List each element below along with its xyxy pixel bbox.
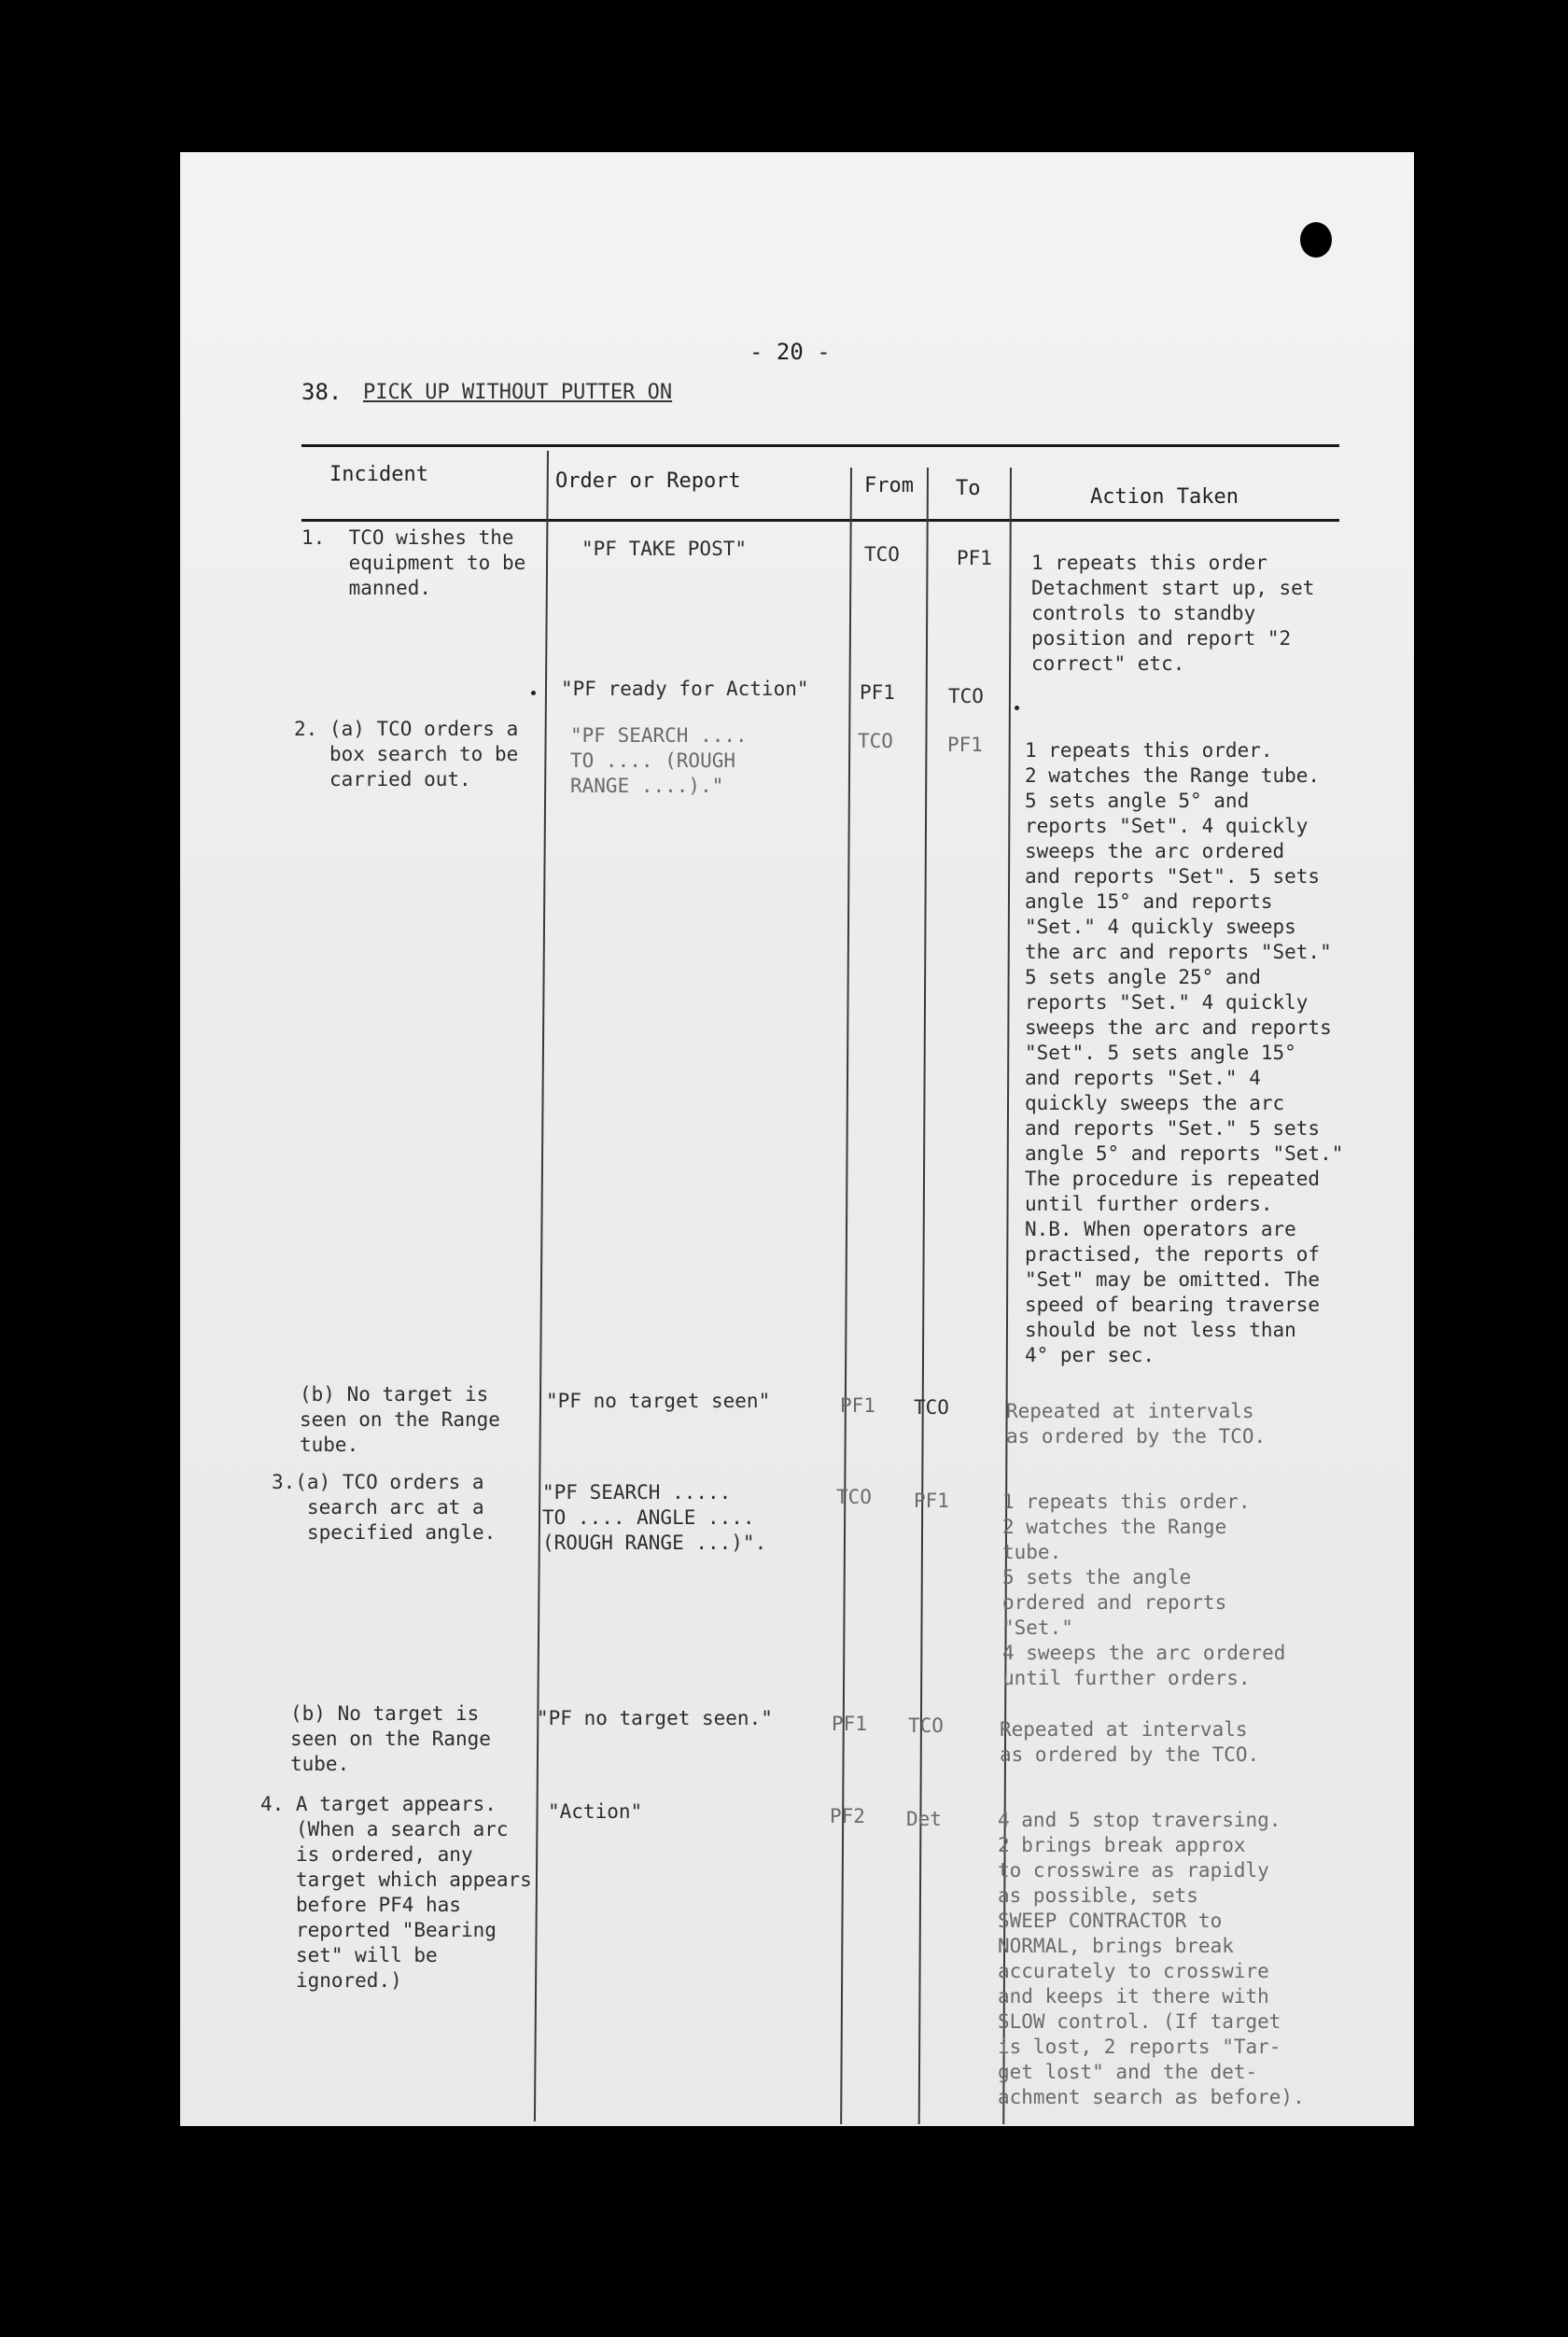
- section-number: 38.: [301, 379, 343, 405]
- row-3b-to: TCO: [908, 1714, 944, 1737]
- row-2b-from: PF1: [840, 1394, 875, 1417]
- row-2b-incident: (b) No target is seen on the Range tube.: [300, 1383, 500, 1456]
- row-4-from: PF2: [830, 1805, 865, 1827]
- row-3a-to: PF1: [914, 1490, 949, 1512]
- row-2a-action: 1 repeats this order. 2 watches the Range tube. 5 sets angle 5° and reports "Set". 4 quickly sweeps the arc ordered and reports "Set". 5 sets angle 15° and reports "Set." 4 quickly sweeps the arc and reports "Set." 5 sets angle 25° and reports "Set." 4 quickly sweeps the arc and reports "Set". 5 sets angle 15° and reports "Set." 4 quickly sweeps the arc and reports "Set." 5 sets angle 5° and reports "Set." The procedure is repeated until further orders. N.B. When operators are practised, the reports of "Set" may be omitted. The speed of bearing traverse should be not less than 4° per sec.: [1025, 739, 1344, 1366]
- section-title: PICK UP WITHOUT PUTTER ON: [363, 381, 673, 404]
- row-1b-from: PF1: [860, 681, 895, 704]
- row-1-from: TCO: [864, 543, 900, 566]
- row-3a-incident: 3.(a) TCO orders a search arc at a specified angle.: [272, 1471, 497, 1544]
- row-2b-order: "PF no target seen": [546, 1390, 771, 1412]
- header-order-or-report: Order or Report: [555, 469, 741, 493]
- table-top-rule: [301, 444, 1339, 447]
- row-4-incident: 4. A target appears. (When a search arc is ordered, any target which appears before PF4 has reported "Bearing set" will be ignored.): [260, 1793, 532, 1992]
- row-2b-to: TCO: [914, 1396, 949, 1419]
- row-3a-action: 1 repeats this order. 2 watches the Range tube. 5 sets the angle ordered and reports "Set." 4 sweeps the arc ordered until further orders.: [1002, 1490, 1286, 1689]
- row-3b-incident: (b) No target is seen on the Range tube.: [290, 1702, 491, 1775]
- punch-hole: [1300, 222, 1332, 258]
- column-divider-3: [918, 468, 929, 2124]
- row-2a-to: PF1: [947, 734, 983, 756]
- row-2a-incident: 2. (a) TCO orders a box search to be carried out.: [294, 718, 519, 791]
- row-2b-action: Repeated at intervals as ordered by the TCO.: [1006, 1400, 1267, 1448]
- row-3b-order: "PF no target seen.": [537, 1707, 773, 1729]
- table-header-rule: [301, 519, 1339, 522]
- row-2a-from: TCO: [858, 730, 893, 752]
- row-3b-from: PF1: [832, 1713, 867, 1735]
- header-to: To: [956, 477, 981, 500]
- row-1-incident: 1. TCO wishes the equipment to be manned.: [301, 526, 526, 599]
- column-divider-2: [840, 468, 852, 2124]
- header-from: From: [864, 474, 914, 497]
- row-1b-order: "PF ready for Action": [561, 678, 809, 700]
- row-3b-action: Repeated at intervals as ordered by the TCO.: [1000, 1718, 1260, 1766]
- row-1-action: 1 repeats this order Detachment start up, set controls to standby position and report "2 correct" etc.: [1031, 552, 1315, 675]
- row-4-to: Det: [906, 1808, 942, 1830]
- row-1-to: PF1: [957, 547, 992, 569]
- margin-dot: [531, 691, 536, 695]
- row-1-order: "PF TAKE POST": [581, 538, 748, 560]
- row-4-action: 4 and 5 stop traversing. 2 brings break approx to crosswire as rapidly as possible, sets SWEEP CONTRACTOR to NORMAL, brings break accurately to crosswire and keeps it there with SLOW control. (If target is lost, 2 reports "Tar- get lost" and the det- achment search as before).: [998, 1809, 1305, 2108]
- document-page: [180, 152, 1414, 2126]
- row-4-order: "Action": [548, 1800, 643, 1823]
- row-3a-from: TCO: [836, 1486, 872, 1508]
- row-2a-order: "PF SEARCH .... TO .... (ROUGH RANGE ....).": [570, 724, 748, 797]
- header-action-taken: Action Taken: [1090, 485, 1239, 509]
- margin-dot: [1015, 706, 1019, 710]
- header-incident: Incident: [329, 463, 428, 486]
- row-3a-order: "PF SEARCH ..... TO .... ANGLE .... (ROUGH RANGE ...)".: [542, 1481, 767, 1554]
- page-number: - 20 -: [749, 339, 831, 365]
- row-1b-to: TCO: [948, 685, 984, 707]
- column-divider-1: [534, 451, 549, 2121]
